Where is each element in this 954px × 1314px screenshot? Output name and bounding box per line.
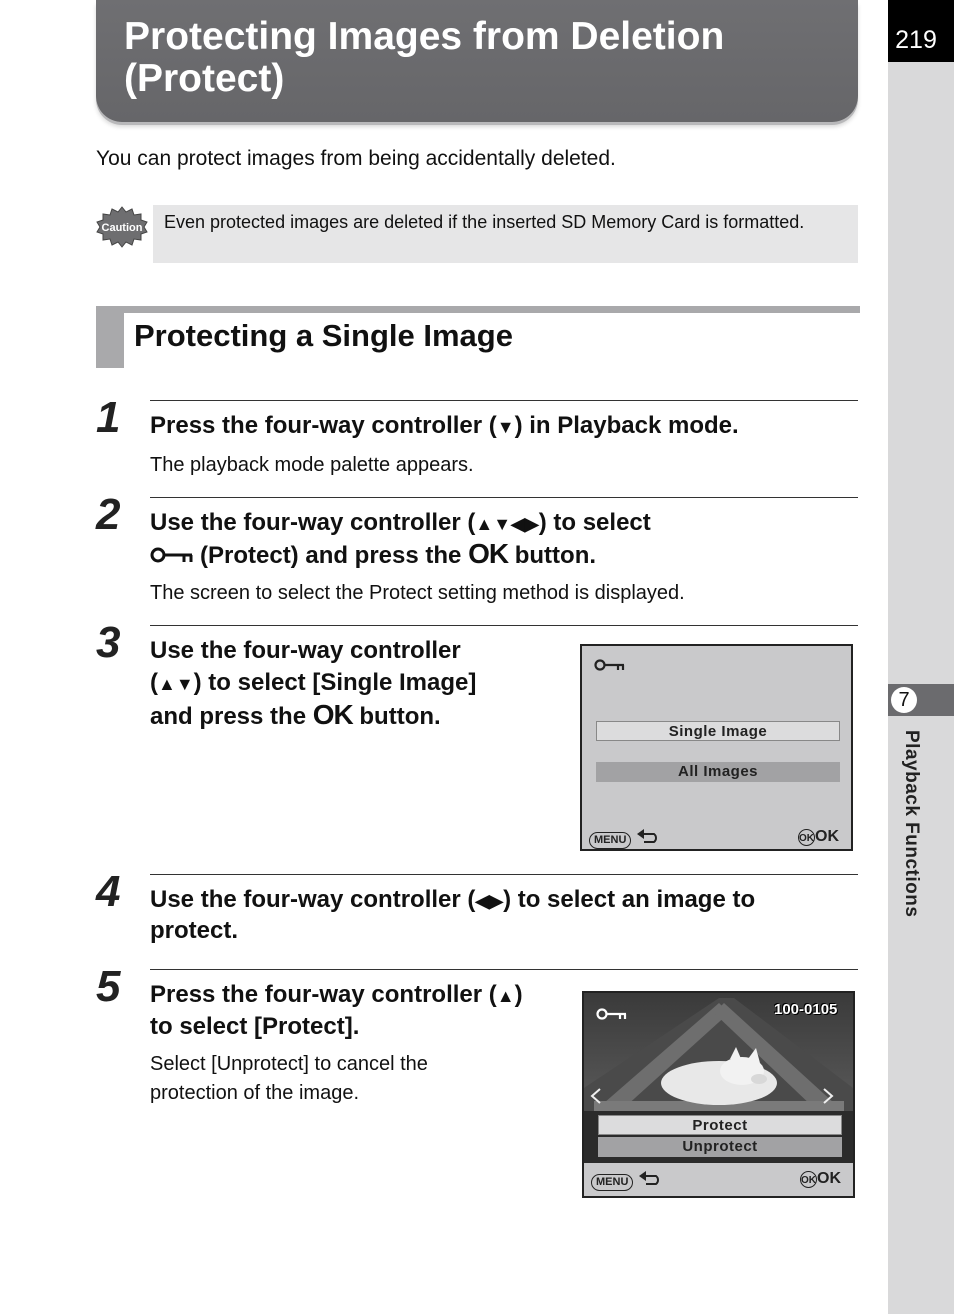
option-single-image[interactable]: Single Image: [596, 721, 840, 741]
protect-key-icon: [596, 1007, 628, 1026]
ok-button-icon: OK: [312, 699, 353, 730]
step-5-description-line2: protection of the image.: [150, 1082, 360, 1104]
option-unprotect[interactable]: Unprotect: [598, 1137, 842, 1157]
page-number: 219: [895, 26, 937, 54]
menu-badge: MENU: [591, 1174, 633, 1191]
up-arrow-icon: ▲: [496, 986, 515, 1006]
step-5-rule: [150, 969, 858, 970]
step-3-rule: [150, 625, 858, 626]
back-arrow-icon: [636, 828, 662, 849]
step-2-heading-text: Use the four-way controller (: [150, 509, 476, 536]
step-1-heading-text-end: ) in Playback mode.: [514, 412, 739, 439]
step-2-number: 2: [96, 490, 121, 539]
step-4-rule: [150, 874, 858, 875]
ok-badge-icon: OK: [800, 1171, 817, 1188]
step-2-heading-line2-end: button.: [514, 542, 597, 569]
step-2-heading-line2: [150, 538, 855, 573]
step-2-heading-line2-text: (Protect) and press the: [200, 542, 462, 569]
caution-text: Even protected images are deleted if the inserted SD Memory Card is formatted.: [164, 212, 805, 232]
screen2-bottom-bar: [584, 1163, 853, 1196]
option-protect[interactable]: Protect: [598, 1115, 842, 1135]
down-arrow-icon: ▼: [496, 417, 515, 437]
step-1-rule: [150, 400, 858, 401]
ok-button-icon: OK: [468, 538, 509, 569]
section-heading-rule: [96, 306, 860, 313]
section-heading-block: [96, 306, 124, 368]
protect-key-icon: [150, 541, 194, 573]
step-4-heading-text-end: ) to select an image to: [503, 886, 756, 913]
menu-back-control[interactable]: [591, 1170, 664, 1191]
caution-icon: [96, 206, 148, 248]
step-3-heading-line3: [150, 699, 570, 733]
step-3-heading-line3-end: button.: [359, 703, 441, 730]
left-right-arrows-icon: ◀▶: [475, 891, 504, 911]
up-down-arrows-icon: ▲▼: [158, 674, 194, 694]
step-3-heading-line2-text: ) to select [Single Image]: [193, 669, 477, 696]
step-1-description: The playback mode palette appears.: [150, 454, 474, 476]
menu-badge: MENU: [589, 832, 631, 849]
menu-back-control[interactable]: [589, 828, 662, 849]
option-all-images[interactable]: All Images: [596, 762, 840, 782]
ok-badge-icon: OK: [798, 829, 815, 846]
step-5-heading-text: Press the four-way controller (: [150, 981, 497, 1008]
step-5-number: 5: [96, 962, 121, 1011]
step-4-heading-text: Use the four-way controller (: [150, 886, 476, 913]
step-1-number: 1: [96, 393, 121, 442]
step-5-heading-text-end: ): [514, 981, 523, 1008]
step-3-heading-line3-text: and press the: [150, 703, 307, 730]
step-5-heading-line1: [150, 979, 570, 1012]
step-4-number: 4: [96, 867, 121, 916]
protect-image-screen: [582, 991, 855, 1198]
step-2-rule: [150, 497, 858, 498]
step-5-description-line1: Select [Unprotect] to cancel the: [150, 1053, 428, 1075]
step-5-heading-line2: to select [Protect].: [150, 1013, 360, 1040]
protect-method-screen: [580, 644, 853, 851]
back-arrow-icon: [638, 1170, 664, 1191]
four-way-arrows-icon: ▲▼◀▶: [475, 514, 539, 534]
step-1-heading: [150, 410, 855, 443]
step-2-heading-text-end: ) to select: [538, 509, 651, 536]
step-3-heading-line1: Use the four-way controller: [150, 637, 461, 664]
step-3-paren-open: (: [150, 669, 158, 696]
ok-label: OK: [817, 1170, 841, 1187]
step-2-description: The screen to select the Protect setting method is displayed.: [150, 582, 685, 604]
ok-control[interactable]: [800, 1170, 841, 1188]
caution-icon-label: Caution: [101, 222, 143, 234]
step-3-number: 3: [96, 618, 121, 667]
ok-label: OK: [815, 828, 839, 845]
step-4-heading-line1: [150, 884, 855, 917]
chapter-label: Playback Functions: [901, 730, 922, 918]
ok-control[interactable]: [798, 828, 839, 846]
step-3-heading-line2: [150, 667, 570, 700]
step-1-heading-text: Press the four-way controller (: [150, 412, 497, 439]
chapter-number: 7: [891, 687, 917, 713]
chapter-sidebar: [888, 0, 954, 1314]
file-number: 100-0105: [774, 1001, 838, 1018]
step-4-heading-line2: protect.: [150, 917, 239, 944]
protect-key-icon: [594, 658, 626, 677]
page-title: Protecting Images from Deletion (Protect): [124, 15, 725, 100]
section-title: Protecting a Single Image: [134, 318, 513, 353]
intro-text: You can protect images from being accidentally deleted.: [96, 147, 616, 170]
step-2-heading-line1: [150, 507, 855, 540]
